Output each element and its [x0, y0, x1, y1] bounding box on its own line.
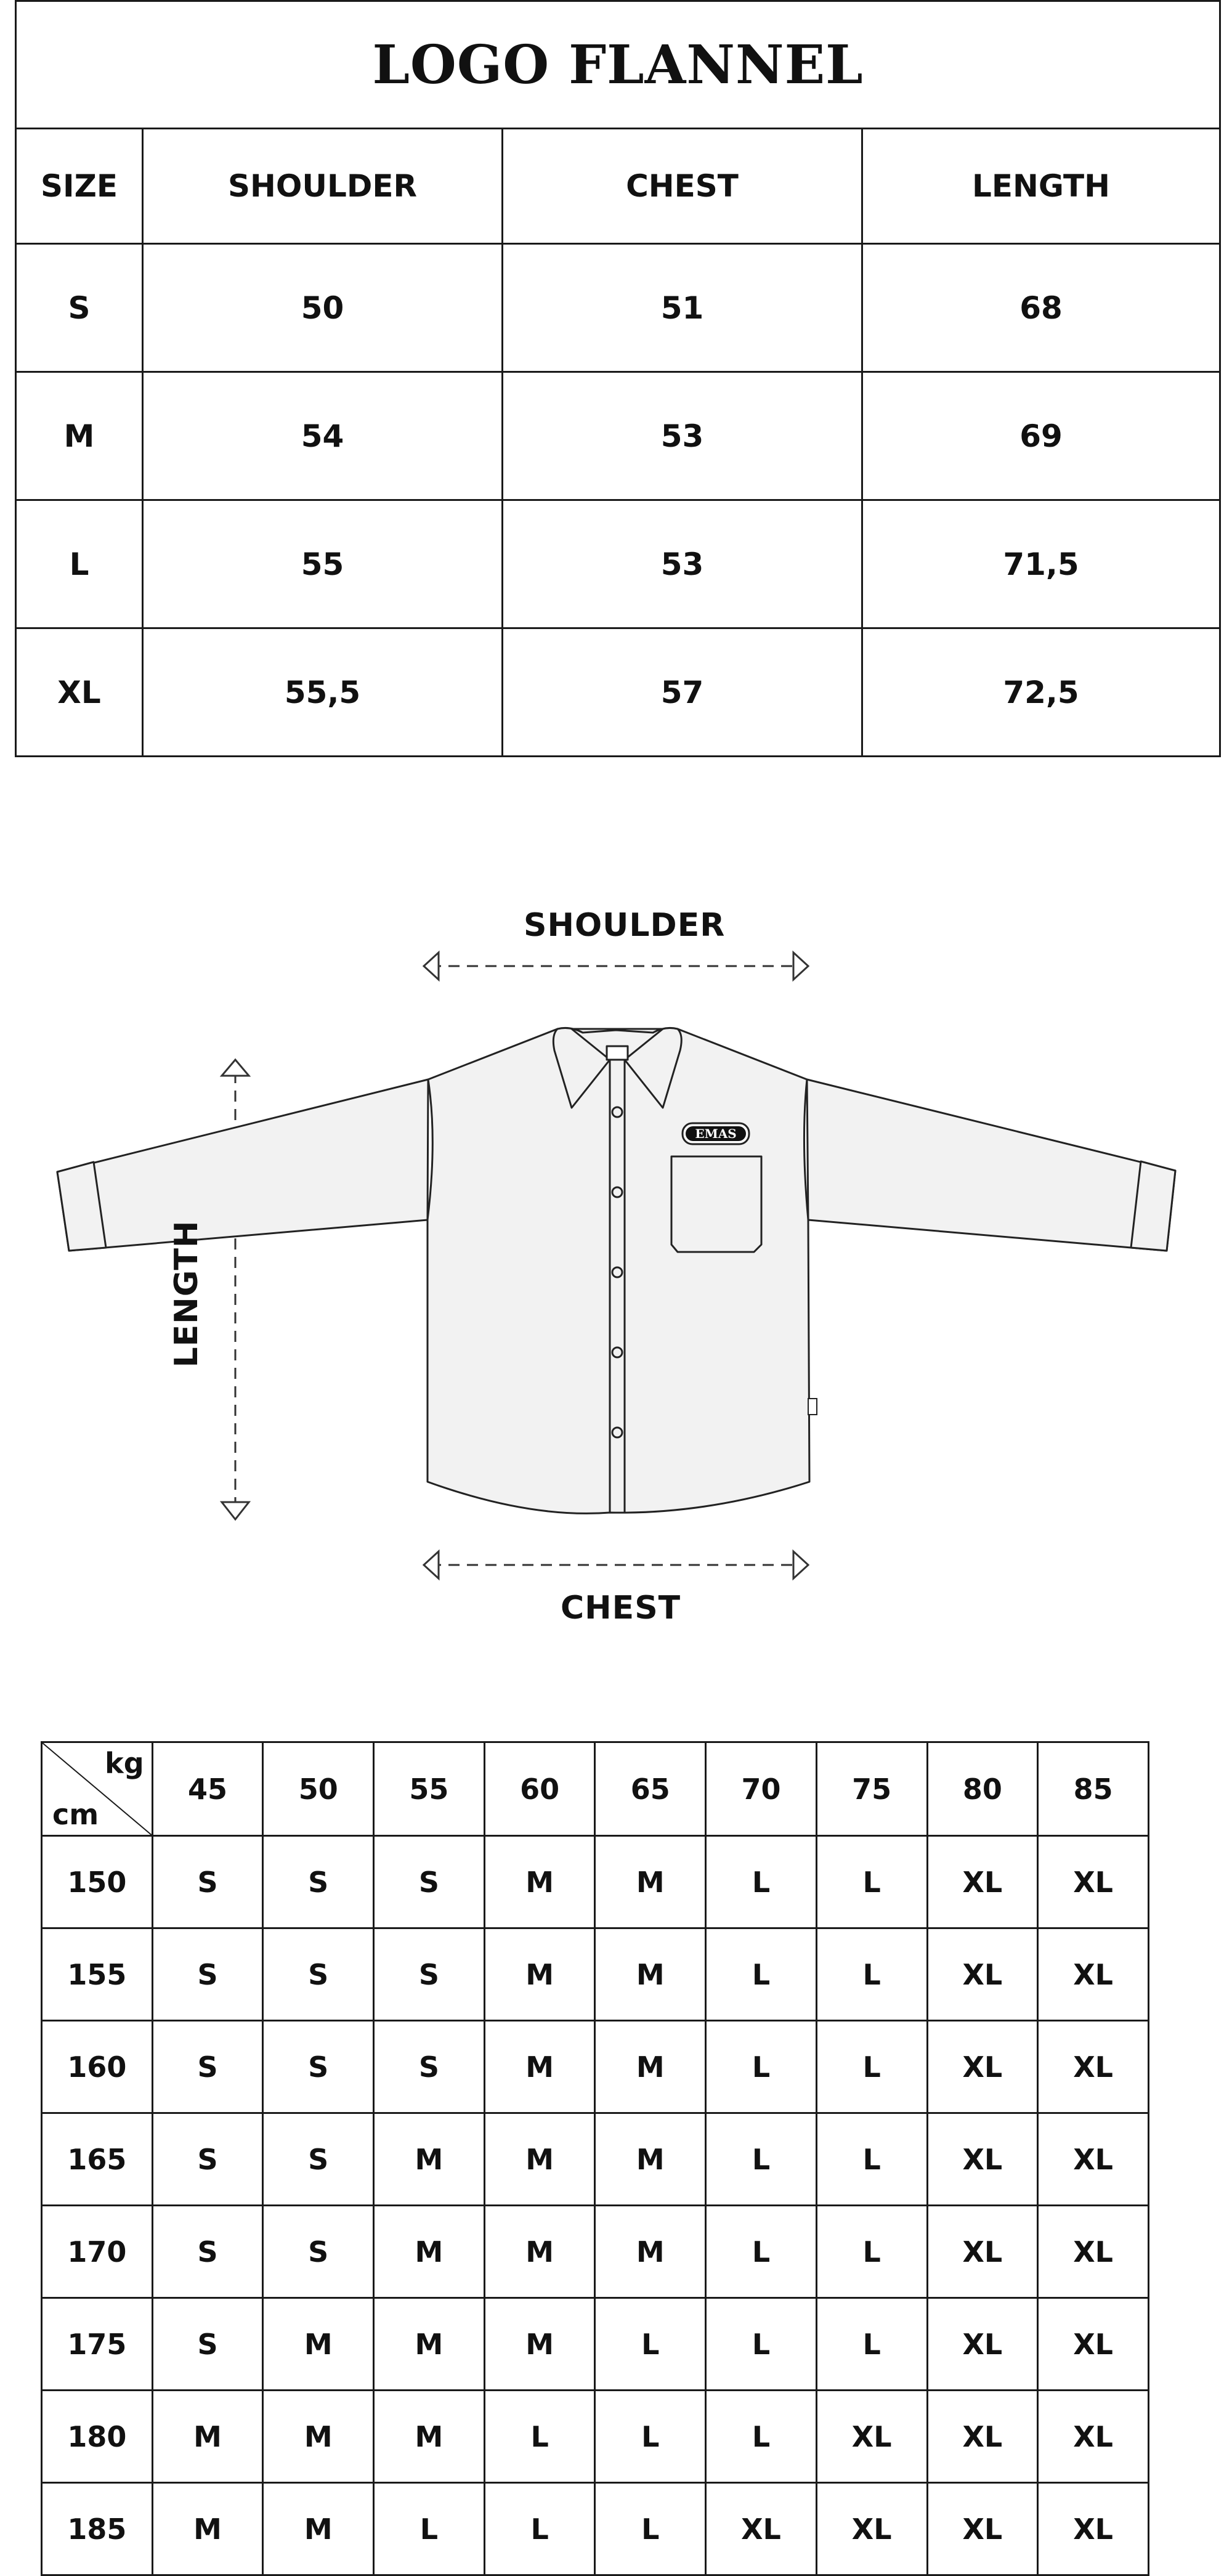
table-row: [42, 2021, 1149, 2113]
size-cell: L: [816, 2298, 927, 2391]
size-cell: L: [484, 2391, 595, 2483]
size-cell: M: [484, 1836, 595, 1928]
measurement-table: [15, 0, 1221, 757]
size-cell: L: [595, 2298, 706, 2391]
left-sleeve: [57, 1079, 428, 1251]
height-cell: 155: [42, 1928, 153, 2021]
size-cell: XL: [1038, 2113, 1149, 2206]
header-size: SIZE: [16, 129, 143, 244]
table-row: [16, 628, 1220, 757]
size-cell: XL: [1038, 2483, 1149, 2575]
size-cell: L: [374, 2483, 485, 2575]
size-cell: L: [706, 2113, 817, 2206]
size-cell: L: [484, 2483, 595, 2575]
size-cell: L: [706, 2021, 817, 2113]
header-chest: CHEST: [503, 129, 862, 244]
length-cell: 71,5: [862, 500, 1220, 628]
size-cell: L: [706, 1928, 817, 2021]
table-row: [42, 2298, 1149, 2391]
size-cell: M: [595, 2206, 706, 2298]
size-cell: L: [595, 2391, 706, 2483]
size-cell: M: [374, 2391, 485, 2483]
shoulder-cell: 55: [143, 500, 503, 628]
size-cell: L: [816, 1928, 927, 2021]
table-row: [16, 244, 1220, 372]
height-cell: 180: [42, 2391, 153, 2483]
height-cell: 160: [42, 2021, 153, 2113]
size-cell: L: [706, 1836, 817, 1928]
size-cell: M: [152, 2391, 263, 2483]
size-cell: M: [374, 2298, 485, 2391]
table-row: [16, 500, 1220, 628]
size-cell: S: [16, 244, 143, 372]
page-title: LOGO FLANNEL: [16, 1, 1220, 129]
size-cell: S: [152, 1836, 263, 1928]
size-cell: XL: [1038, 2021, 1149, 2113]
weight-header: 60: [484, 1742, 595, 1836]
size-cell: M: [595, 2113, 706, 2206]
size-guide-table: [41, 1741, 1149, 2576]
size-cell: S: [152, 2206, 263, 2298]
size-cell: S: [263, 2021, 374, 2113]
height-cell: 165: [42, 2113, 153, 2206]
height-cell: 170: [42, 2206, 153, 2298]
size-cell: XL: [927, 2298, 1038, 2391]
shirt-diagram: [0, 850, 1232, 1651]
shoulder-arrow: [424, 953, 808, 980]
shoulder-cell: 50: [143, 244, 503, 372]
size-cell: M: [374, 2206, 485, 2298]
size-cell: M: [484, 2021, 595, 2113]
weight-header: 85: [1038, 1742, 1149, 1836]
size-cell: XL: [816, 2391, 927, 2483]
size-cell: XL: [927, 1836, 1038, 1928]
length-cell: 72,5: [862, 628, 1220, 757]
chest-cell: 57: [503, 628, 862, 757]
size-cell: XL: [1038, 1928, 1149, 2021]
size-cell: XL: [927, 2113, 1038, 2206]
size-cell: M: [484, 2298, 595, 2391]
size-cell: L: [595, 2483, 706, 2575]
size-cell: M: [484, 2206, 595, 2298]
size-cell: S: [263, 2113, 374, 2206]
size-cell: L: [706, 2206, 817, 2298]
size-cell: M: [16, 372, 143, 500]
size-cell: S: [374, 1928, 485, 2021]
corner-cell: [42, 1742, 153, 1836]
right-sleeve: [807, 1079, 1175, 1251]
height-cell: 175: [42, 2298, 153, 2391]
weight-header: 75: [816, 1742, 927, 1836]
size-cell: M: [595, 1836, 706, 1928]
size-cell: XL: [16, 628, 143, 757]
length-cell: 68: [862, 244, 1220, 372]
chest-pocket: [671, 1156, 761, 1252]
size-cell: L: [706, 2298, 817, 2391]
table-row: [42, 1928, 1149, 2021]
size-cell: XL: [706, 2483, 817, 2575]
size-cell: L: [816, 1836, 927, 1928]
size-cell: M: [263, 2391, 374, 2483]
size-cell: XL: [1038, 2391, 1149, 2483]
weight-header: 65: [595, 1742, 706, 1836]
size-cell: XL: [927, 1928, 1038, 2021]
size-cell: XL: [1038, 1836, 1149, 1928]
size-cell: S: [263, 1928, 374, 2021]
size-cell: M: [484, 2113, 595, 2206]
table-row: [42, 2483, 1149, 2575]
header-length: LENGTH: [862, 129, 1220, 244]
table-row: [16, 372, 1220, 500]
size-cell: XL: [927, 2483, 1038, 2575]
size-cell: L: [16, 500, 143, 628]
table-row: [42, 2113, 1149, 2206]
weight-header: 55: [374, 1742, 485, 1836]
size-cell: M: [484, 1928, 595, 2021]
size-cell: M: [263, 2298, 374, 2391]
table-row: [42, 1836, 1149, 1928]
height-cell: 185: [42, 2483, 153, 2575]
size-cell: XL: [927, 2391, 1038, 2483]
size-cell: L: [816, 2113, 927, 2206]
weight-header: 70: [706, 1742, 817, 1836]
table-row: [42, 2391, 1149, 2483]
size-cell: XL: [927, 2021, 1038, 2113]
height-cell: 150: [42, 1836, 153, 1928]
size-cell: XL: [1038, 2298, 1149, 2391]
size-cell: S: [263, 1836, 374, 1928]
size-cell: M: [374, 2113, 485, 2206]
weight-header-row: [42, 1742, 1149, 1836]
chest-arrow: [424, 1551, 808, 1579]
size-cell: S: [374, 1836, 485, 1928]
size-cell: M: [152, 2483, 263, 2575]
size-cell: L: [816, 2021, 927, 2113]
size-cell: S: [374, 2021, 485, 2113]
shoulder-cell: 54: [143, 372, 503, 500]
size-cell: XL: [1038, 2206, 1149, 2298]
chest-cell: 51: [503, 244, 862, 372]
header-shoulder: SHOULDER: [143, 129, 503, 244]
weight-header: 45: [152, 1742, 263, 1836]
size-cell: M: [595, 1928, 706, 2021]
chest-cell: 53: [503, 500, 862, 628]
size-cell: L: [816, 2206, 927, 2298]
chest-label: CHEST: [561, 1590, 681, 1627]
logo-text: EMAS: [695, 1126, 737, 1141]
size-cell: S: [152, 2298, 263, 2391]
weight-unit: kg: [105, 1747, 144, 1780]
length-label: LENGTH: [168, 1220, 205, 1368]
shoulder-label: SHOULDER: [524, 907, 726, 944]
size-cell: XL: [927, 2206, 1038, 2298]
size-cell: M: [263, 2483, 374, 2575]
size-cell: S: [152, 1928, 263, 2021]
weight-header: 80: [927, 1742, 1038, 1836]
size-cell: S: [263, 2206, 374, 2298]
table-row: [42, 2206, 1149, 2298]
weight-header: 50: [263, 1742, 374, 1836]
size-cell: S: [152, 2021, 263, 2113]
measurement-header-row: [16, 129, 1220, 244]
size-cell: M: [595, 2021, 706, 2113]
shoulder-cell: 55,5: [143, 628, 503, 757]
size-cell: S: [152, 2113, 263, 2206]
height-unit: cm: [52, 1798, 99, 1831]
chest-cell: 53: [503, 372, 862, 500]
size-cell: XL: [816, 2483, 927, 2575]
length-cell: 69: [862, 372, 1220, 500]
size-cell: L: [706, 2391, 817, 2483]
